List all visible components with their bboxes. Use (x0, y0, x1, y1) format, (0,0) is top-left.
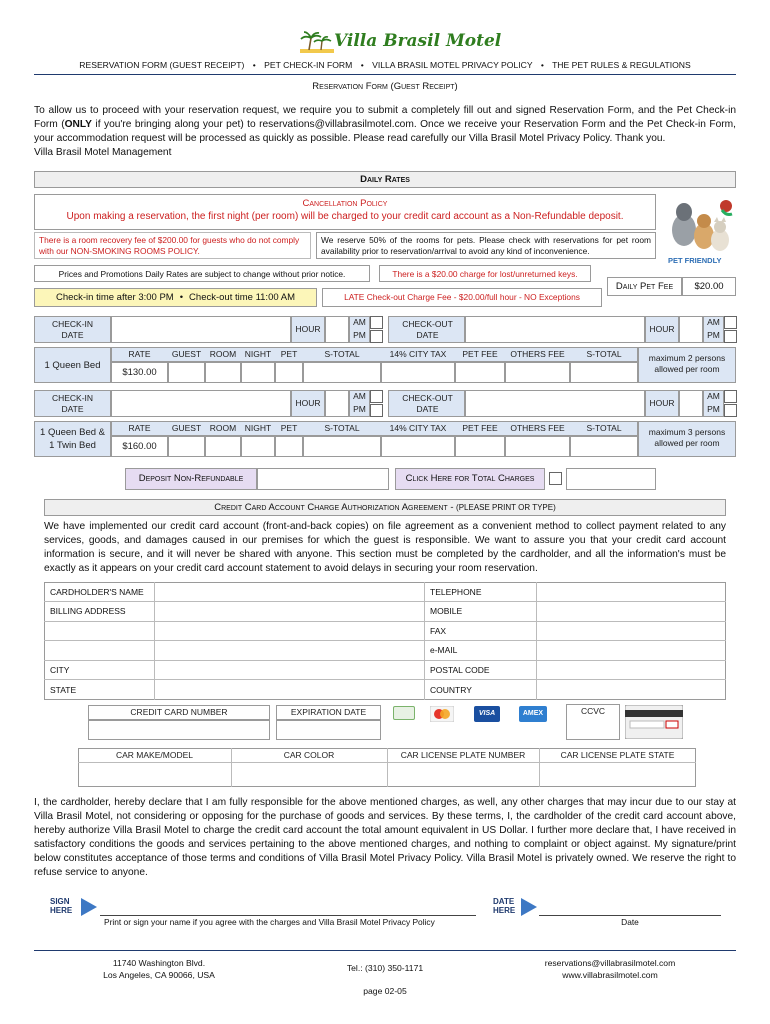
cancellation-policy-box: Cancellation Policy Upon making a reservation, the first night (per room) will be charged to your credit card account as a Non-Refundable deposit. (34, 194, 656, 230)
room2-checkin-ampm: AM PM (349, 390, 370, 417)
country-label: COUNTRY (430, 685, 472, 695)
credit-agreement-header: Credit Card Account Charge Authorization Agreement - (PLEASE PRINT OR TYPE) (44, 499, 726, 516)
palm-tree-icon (300, 30, 334, 54)
room2-checkout-date-input[interactable] (465, 390, 645, 417)
doc-title: Reservation Form (Guest Receipt) (312, 81, 458, 92)
signature-input[interactable] (100, 898, 476, 916)
room1-checkin-ampm: AM PM (349, 316, 370, 343)
room1-checkin-pm-checkbox[interactable] (370, 330, 383, 343)
daily-rates-header: Daily Rates (34, 171, 736, 188)
expiration-input[interactable] (276, 720, 381, 740)
room2-checkout-hour-input[interactable] (679, 390, 703, 417)
header-divider (34, 74, 736, 75)
footer-address: 11740 Washington Blvd. Los Angeles, CA 90066, USA (103, 958, 215, 980)
late-checkout-fee: LATE Check-out Charge Fee - $20.00/full hour - NO Exceptions (322, 288, 602, 307)
room1-name: 1 Queen Bed (34, 347, 111, 383)
room1-others-fee-input[interactable] (505, 362, 570, 383)
postal-code-input[interactable] (537, 661, 725, 679)
telephone-label: TELEPHONE (430, 587, 482, 597)
room1-city-tax-input[interactable] (381, 362, 455, 383)
mobile-input[interactable] (537, 602, 725, 620)
room2-checkin-label: CHECK-IN DATE (34, 390, 111, 417)
expiration-label: EXPIRATION DATE (276, 705, 381, 720)
room2-pet-fee-input[interactable] (455, 436, 505, 457)
card-number-label: CREDIT CARD NUMBER (88, 705, 270, 720)
room1-subtotal-input[interactable] (303, 362, 381, 383)
room1-checkout-pm-checkbox[interactable] (724, 330, 737, 343)
room1-checkout-label: CHECK-OUT DATE (388, 316, 465, 343)
car-color-label: CAR COLOR (283, 750, 335, 760)
total-charges-checkbox[interactable] (549, 472, 562, 485)
card-number-input[interactable] (88, 720, 270, 740)
card-back-icon (625, 705, 683, 739)
visa-card-icon: VISA (474, 706, 500, 722)
recovery-fee-note: There is a room recovery fee of $200.00 for guests who do not comply with our NON-SMOKING ROOMS POLICY. (34, 232, 311, 259)
page-number: page 02-05 (363, 986, 407, 996)
date-caption: Date (621, 917, 639, 927)
pet-friendly-badge: PET FRIENDLY (664, 196, 736, 268)
footer-contact (520, 957, 700, 981)
fax-label: FAX (430, 626, 447, 636)
ccvc-input[interactable]: CCVC (566, 704, 620, 740)
room2-guest-input[interactable] (168, 436, 205, 457)
country-input[interactable] (537, 680, 725, 699)
room2-checkin-hour-input[interactable] (325, 390, 349, 417)
room2-night-input[interactable] (241, 436, 275, 457)
room1-checkin-label: CHECK-IN DATE (34, 316, 111, 343)
sign-here-marker: SIGN HERE (50, 897, 100, 917)
footer-phone: Tel.: (310) 350-1171 (346, 963, 424, 973)
car-plate-state-input[interactable] (540, 763, 695, 786)
motel-name: Villa Brasil Motel (334, 31, 502, 51)
fax-input[interactable] (537, 622, 725, 640)
car-plate-number-label: CAR LICENSE PLATE NUMBER (400, 750, 526, 760)
room1-guest-input[interactable] (168, 362, 205, 383)
billing-address-input[interactable] (155, 602, 423, 659)
total-charges-button[interactable]: Click Here for Total Charges (395, 468, 545, 490)
intro-paragraph: To allow us to proceed with your reservation request, we require you to submit a completely fill out and signed Reservation Form, and the Pet Check-in Form (ONLY if you're bringing along your pet) to reservations@villabrasilmotel.com. Once we receive your Reservation Form and the Pet Check-in Form, your accommodation request will be processed as quickly as possible. Please read carefully our Villa Brasil Motel Privacy Policy. Thank you. (34, 105, 736, 144)
room1-room-input[interactable] (205, 362, 241, 383)
room1-checkin-hour-label: HOUR (291, 316, 325, 343)
room2-checkin-date-input[interactable] (111, 390, 291, 417)
cardholder-name-input[interactable] (155, 583, 423, 601)
signature-caption: Print or sign your name if you agree with the charges and Villa Brasil Motel Privacy Policy (104, 917, 435, 927)
total-charges-input[interactable] (566, 468, 656, 490)
room2-subtotal-input[interactable] (303, 436, 381, 457)
room2-pet-input[interactable] (275, 436, 303, 457)
room2-occupancy-note: maximum 3 persons allowed per room (638, 421, 736, 457)
nav-link-pet-rules[interactable]: THE PET RULES & REGULATIONS (552, 60, 691, 70)
telephone-input[interactable] (537, 583, 725, 601)
nav-link-privacy-policy[interactable]: VILLA BRASIL MOTEL PRIVACY POLICY (372, 60, 533, 70)
pets-icon (664, 196, 736, 256)
footer-email-link[interactable]: reservations@villabrasilmotel.com (544, 958, 676, 968)
car-color-input[interactable] (232, 763, 387, 786)
room1-checkout-date-input[interactable] (465, 316, 645, 343)
email-label: e-MAIL (430, 645, 458, 655)
keys-fee-note: There is a $20.00 charge for lost/unreturned keys. (379, 265, 591, 282)
room2-city-tax-input[interactable] (381, 436, 455, 457)
room1-rate-value: $130.00 (111, 362, 168, 383)
room2-others-fee-input[interactable] (505, 436, 570, 457)
intro-signoff: Villa Brasil Motel Management (34, 147, 172, 158)
email-input[interactable] (537, 641, 725, 659)
credit-agreement-paragraph: We have implemented our credit card account (front-and-back copies) on file agreement as a convenient method to collect payment related to any services, goods, and damages caused in our premises for which the guest is responsible. We want to assure you that your credit card account information is secure, and it will never be shared with anyone. This section must be completed by the cardholder, and all the information's must be exactly as it appears on your credit card account statement to avoid delays in securing your room reservation. (44, 521, 726, 574)
room2-checkout-am-checkbox[interactable] (724, 390, 737, 403)
room2-checkout-hour-label: HOUR (645, 390, 679, 417)
arrow-right-icon (521, 898, 537, 916)
city-input[interactable] (155, 661, 423, 679)
car-plate-number-input[interactable] (388, 763, 539, 786)
mobile-label: MOBILE (430, 606, 463, 616)
room1-occupancy-note: maximum 2 persons allowed per room (638, 347, 736, 383)
footer-divider (34, 950, 736, 951)
room2-checkin-am-checkbox[interactable] (370, 390, 383, 403)
logo (300, 30, 502, 54)
room2-checkout-ampm: AM PM (703, 390, 724, 417)
postal-code-label: POSTAL CODE (430, 665, 490, 675)
room2-checkout-label: CHECK-OUT DATE (388, 390, 465, 417)
room1-checkout-ampm: AM PM (703, 316, 724, 343)
cardholder-name-label: CARDHOLDER'S NAME (50, 587, 144, 597)
arrow-right-icon (81, 898, 97, 916)
deposit-label: Deposit Non-Refundable (125, 468, 257, 490)
room1-checkin-am-checkbox[interactable] (370, 316, 383, 329)
state-label: STATE (50, 685, 77, 695)
room2-room-input[interactable] (205, 436, 241, 457)
room1-pet-input[interactable] (275, 362, 303, 383)
room2-rate-value: $160.00 (111, 436, 168, 457)
date-here-marker: DATE HERE (493, 897, 543, 917)
footer-website-link[interactable]: www.villabrasilmotel.com (562, 970, 658, 980)
room2-name: 1 Queen Bed & 1 Twin Bed (34, 421, 111, 457)
room1-pet-fee-input[interactable] (455, 362, 505, 383)
car-make-input[interactable] (79, 763, 231, 786)
room2-checkin-hour-label: HOUR (291, 390, 325, 417)
prices-note: Prices and Promotions Daily Rates are subject to change without prior notice. (34, 265, 370, 282)
nav-link-reservation-form[interactable]: RESERVATION FORM (GUEST RECEIPT) (79, 60, 245, 70)
date-input[interactable] (539, 898, 721, 916)
top-nav: RESERVATION FORM (GUEST RECEIPT) • PET CHECK-IN FORM • VILLA BRASIL MOTEL PRIVACY POLICY • THE PET RULES & REGULATIONS (79, 60, 691, 70)
pets-reserve-note: We reserve 50% of the rooms for pets. Please check with reservations for pet room availability prior to reservation/arrival to avoid any kind of inconvenience. (316, 232, 656, 259)
room1-total-input[interactable] (570, 362, 638, 383)
daily-pet-fee-label: Daily Pet Fee (607, 277, 682, 296)
deposit-input[interactable] (257, 468, 389, 490)
declaration-paragraph: I, the cardholder, hereby declare that I am fully responsible for the above mentioned charges, as well, any other charges that may incur due to our stay at Villa Brasil Motel, not considering or opposing for the purchase of goods and services. By these terms, I, the cardholder of the credit card account above, hereby authorize Villa Brasil Motel to charge the credit card account the total amount equivalent in US Dollar. I further more declare that, I have received in satisfactory conditions the goods and services pertaining to the above mentioned charges, and nothing to complaint or object against. My signature/print below constitutes acceptance of those terms and conditions of Villa Brasil Motel Privacy Policy. Villa Brasil Motel is privately owned. We reserve the right to refuse service to anyone. (34, 797, 736, 878)
checkin-checkout-times: Check-in time after 3:00 PM • Check-out time 11:00 AM (34, 288, 317, 307)
room1-night-input[interactable] (241, 362, 275, 383)
amex-card-icon: AMEX (519, 706, 547, 722)
car-make-label: CAR MAKE/MODEL (116, 750, 193, 760)
discover-card-icon (393, 706, 415, 720)
room1-checkout-am-checkbox[interactable] (724, 316, 737, 329)
nav-link-pet-check-in[interactable]: PET CHECK-IN FORM (264, 60, 353, 70)
room1-checkin-hour-input[interactable] (325, 316, 349, 343)
room1-checkout-hour-input[interactable] (679, 316, 703, 343)
room2-checkin-pm-checkbox[interactable] (370, 404, 383, 417)
daily-pet-fee-value: $20.00 (682, 277, 736, 296)
city-label: CITY (50, 665, 70, 675)
billing-address-label: BILLING ADDRESS (50, 606, 126, 616)
room2-total-input[interactable] (570, 436, 638, 457)
room2-checkout-pm-checkbox[interactable] (724, 404, 737, 417)
car-plate-state-label: CAR LICENSE PLATE STATE (560, 750, 675, 760)
room1-checkin-date-input[interactable] (111, 316, 291, 343)
mastercard-icon (430, 706, 454, 722)
room1-checkout-hour-label: HOUR (645, 316, 679, 343)
state-input[interactable] (155, 680, 423, 699)
